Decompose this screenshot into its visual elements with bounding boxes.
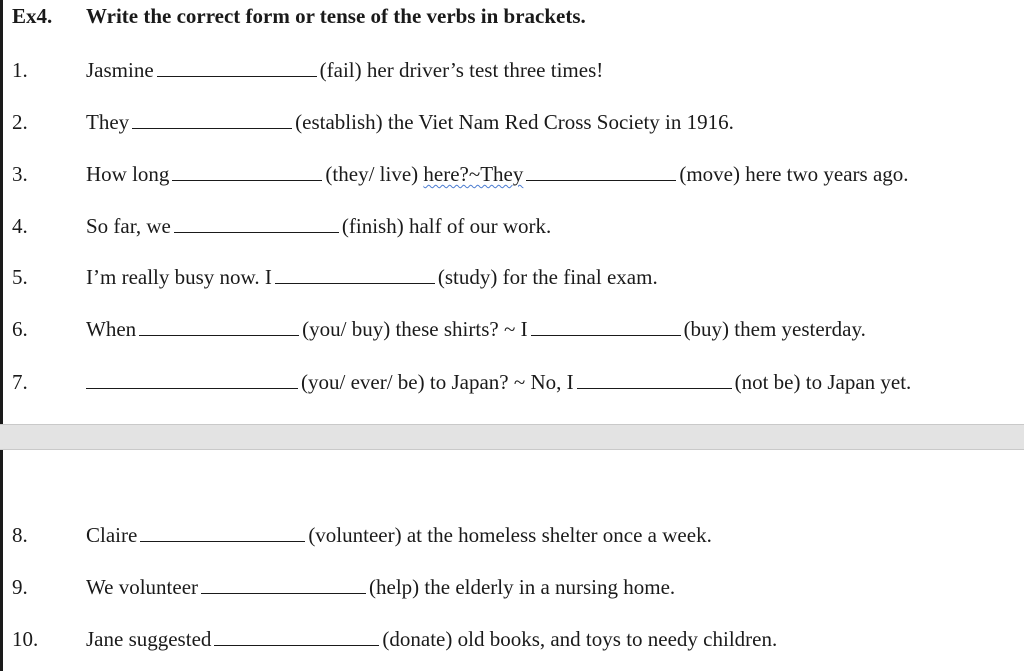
question-9 (12, 571, 675, 601)
answer-blank[interactable] (139, 313, 299, 336)
question-text: (finish) half of our work. (341, 214, 552, 238)
question-text: (you/ buy) these shirts? ~ I (302, 317, 528, 341)
question-5 (12, 261, 658, 291)
question-text: (donate) old books, and toys to needy children. (382, 627, 778, 651)
question-text: How long (86, 162, 170, 186)
answer-blank[interactable] (172, 158, 322, 181)
question-4 (12, 210, 551, 240)
answer-blank[interactable] (157, 54, 317, 77)
question-number: 5. (12, 265, 28, 289)
question-text: When (86, 317, 137, 341)
question-text: We volunteer (86, 575, 199, 599)
left-border (0, 0, 3, 671)
answer-blank[interactable] (132, 106, 292, 129)
answer-blank[interactable] (526, 158, 676, 181)
question-text: I’m really busy now. I (86, 265, 272, 289)
spellcheck-text: here?~They (423, 162, 524, 186)
question-text: So far, we (86, 214, 171, 238)
question-6 (12, 313, 866, 343)
question-text: (help) the elderly in a nursing home. (369, 575, 676, 599)
question-text: Jasmine (86, 58, 154, 82)
question-text: (volunteer) at the homeless shelter once a week. (308, 523, 712, 547)
question-text: (buy) them yesterday. (683, 317, 866, 341)
answer-blank[interactable] (174, 210, 339, 233)
answer-blank[interactable] (86, 366, 298, 389)
answer-blank[interactable] (201, 571, 366, 594)
question-number: 10. (12, 627, 39, 651)
answer-blank[interactable] (275, 261, 435, 284)
question-text: (establish) the Viet Nam Red Cross Society in 1916. (295, 110, 734, 134)
question-text: (study) for the final exam. (437, 265, 658, 289)
question-2 (12, 106, 734, 136)
question-number: 3. (12, 162, 28, 186)
question-text: (you/ ever/ be) to Japan? ~ No, I (301, 370, 574, 394)
question-8 (12, 519, 712, 549)
exercise-label: Ex4. (12, 4, 53, 28)
answer-blank[interactable] (531, 313, 681, 336)
question-number: 8. (12, 523, 28, 547)
question-10 (12, 623, 777, 653)
question-number: 1. (12, 58, 28, 82)
exercise-heading (12, 4, 586, 29)
page-break (0, 424, 1024, 450)
question-text: (fail) her driver’s test three times! (319, 58, 604, 82)
question-number: 9. (12, 575, 28, 599)
question-text: (not be) to Japan yet. (734, 370, 912, 394)
answer-blank[interactable] (140, 519, 305, 542)
question-number: 7. (12, 370, 28, 394)
question-1 (12, 54, 603, 84)
question-number: 6. (12, 317, 28, 341)
question-3 (12, 158, 909, 188)
answer-blank[interactable] (214, 623, 379, 646)
question-number: 2. (12, 110, 28, 134)
question-text: Jane suggested (86, 627, 212, 651)
question-text: Claire (86, 523, 138, 547)
question-text: (they/ live) (325, 162, 419, 186)
answer-blank[interactable] (577, 366, 732, 389)
question-text: (move) here two years ago. (679, 162, 909, 186)
question-text: They (86, 110, 130, 134)
question-7 (12, 366, 911, 396)
exercise-instruction: Write the correct form or tense of the verbs in brackets. (86, 4, 586, 28)
question-number: 4. (12, 214, 28, 238)
